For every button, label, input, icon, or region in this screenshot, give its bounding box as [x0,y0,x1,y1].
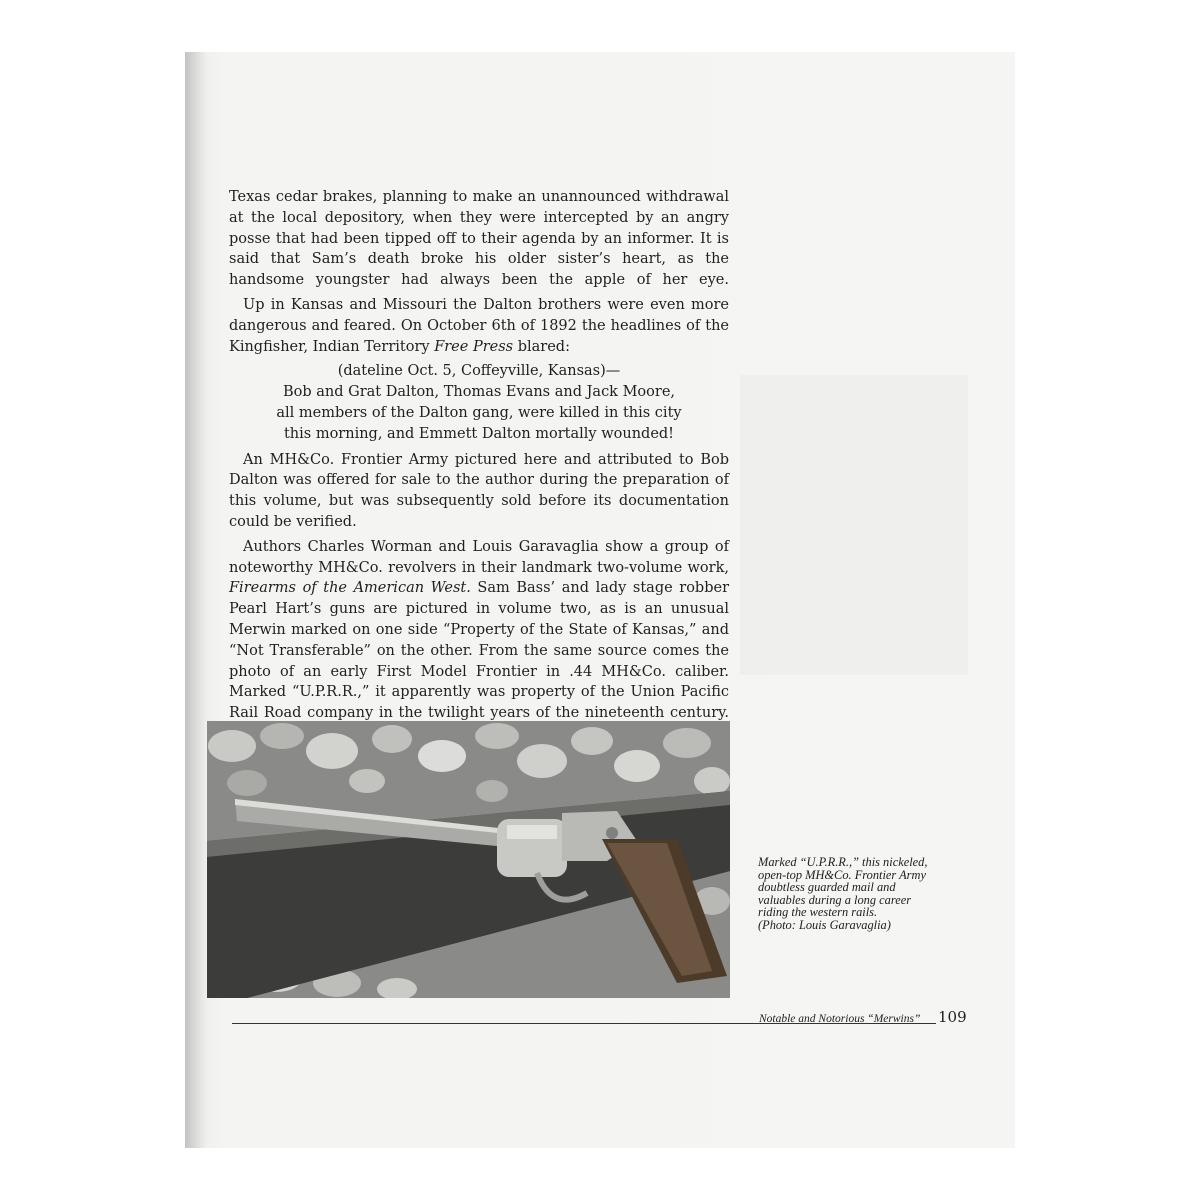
paragraph-3: An MH&Co. Frontier Army pictured here and attributed to Bob Dalton was offered for sale to the author during the preparation of this volume, but was subsequently sold before its documentation could be verified. [229,451,729,530]
quote-line: Bob and Grat Dalton, Thomas Evans and Jack Moore, [282,384,676,401]
page-number: 109 [938,1008,967,1026]
block-quote [229,361,729,444]
quote-line: all members of the Dalton gang, were killed in this city [276,404,682,421]
paragraph-4 [229,537,729,724]
newspaper-suffix: blared: [513,338,570,355]
photo-caption [758,856,968,932]
quote-line: (dateline Oct. 5, Coffeyville, Kansas)— [337,363,621,380]
caption-line: Marked “U.P.R.R.,” this nickeled, [758,855,928,869]
gutter-shadow [185,52,207,1148]
paragraph-4-text: Authors Charles Worman and Louis Garavaglia show a group of noteworthy MH&Co. revolvers in their landmark two-volume work, [229,538,729,576]
newspaper-title: Free Press [434,338,514,355]
running-head: Notable and Notorious “Merwins” [759,1013,921,1025]
caption-line: open-top MH&Co. Frontier Army [758,867,926,882]
caption-line: valuables during a long career [758,892,912,907]
caption-line: doubtless guarded mail and [758,880,896,895]
paragraph-2 [229,295,729,357]
paragraph-4-continued: Sam Bass’ and lady stage robber Pearl Hart’s guns are pictured in volume two, as is an unusual Merwin marked on one side “Property of the State of Kansas,” and “Not Transferable” on the other. From the same source comes the photo of an early First Model Frontier in .44 MH&Co. caliber. Marked “U.P.R.R.,” it apparently was property of the Union Pacific Rail Road company in the twilight years of the nineteenth century. [229,580,730,722]
quote-line: this morning, and Emmett Dalton mortally wounded! [283,425,675,442]
book-title: Firearms of the American West. [229,580,471,597]
paragraph-1: Texas cedar brakes, planning to make an unannounced withdrawal at the local depository, when they were intercepted by an angry posse that had been tipped off to their agenda by an informer. It is said that Sam’s death broke his older sister’s heart, as the handsome youngster had always been the apple of her eye. [229,189,729,289]
caption-line: riding the western rails. [758,905,878,920]
show-through-block [740,375,968,675]
paragraph-2-text: Up in Kansas and Missouri the Dalton brothers were even more dangerous and feared. On October 6th of 1892 the headlines of the Kingfisher, Indian Territory [229,296,729,355]
caption-line: (Photo: Louis Garavaglia) [758,917,891,932]
revolver-photo [207,721,730,998]
body-text [229,187,729,728]
